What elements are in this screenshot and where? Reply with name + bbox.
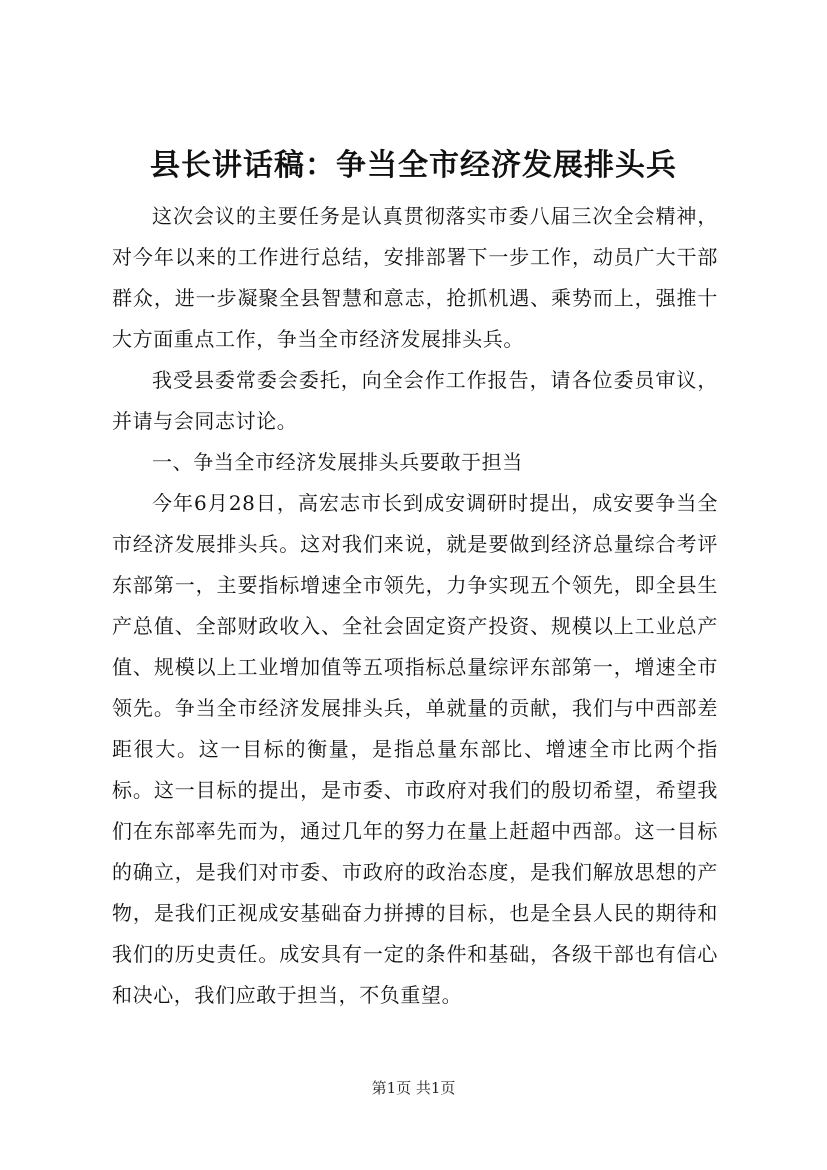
document-title: 县长讲话稿：争当全市经济发展排头兵 [150,148,677,183]
paragraph-report: 我受县委常委会委托，向全会作工作报告，请各位委员审议，并请与会同志讨论。 [112,368,718,433]
document-body [112,196,718,1016]
paragraph-section-one: 今年6月28日，高宏志市长到成安调研时提出，成安要争当全市经济发展排头兵。这对我们来说，就是要做到经济总量综合考评东部第一，主要指标增速全市领先，力争实现五个领先，即全县生产总值、全部财政收入、全社会固定资产投资、规模以上工业总产值、规模以上工业增加值等五项指标总量综评东部第一，增速全市领先。争当全市经济发展排头兵，单就量的贡献，我们与中西部差距很大。这一目标的衡量，是指总量东部比、增速全市比两个指标。这一目标的提出，是市委、市政府对我们的殷切希望，希望我们在东部率先而为，通过几年的努力在量上赶超中西部。这一目标的确立，是我们对市委、市政府的政治态度，是我们解放思想的产物，是我们正视成安基础奋力拼搏的目标，也是全县人民的期待和我们的历史责任。成安具有一定的条件和基础，各级干部也有信心和决心，我们应敢于担当，不负重望。 [112,491,718,1007]
paragraph-intro: 这次会议的主要任务是认真贯彻落实市委八届三次全会精神，对今年以来的工作进行总结，安排部署下一步工作，动员广大干部群众，进一步凝聚全县智慧和意志，抢抓机遇、乘势而上，强推十大方面重点工作，争当全市经济发展排头兵。 [112,204,718,351]
section-heading: 一、争当全市经济发展排头兵要敢于担当 [152,450,523,474]
page-footer: 第1页 共1页 [371,1079,456,1097]
